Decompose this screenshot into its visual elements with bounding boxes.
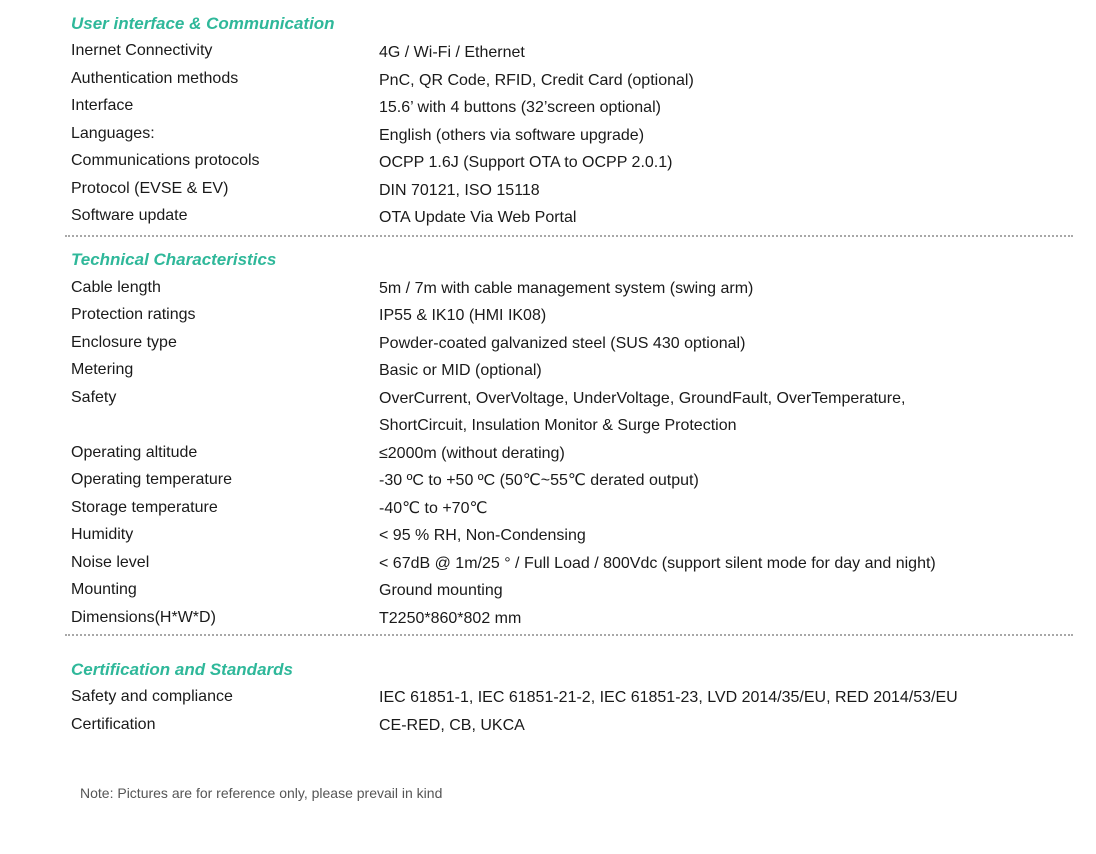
spec-label: Certification <box>71 716 156 733</box>
spec-row-communications-protocols <box>0 151 1096 177</box>
spec-value: PnC, QR Code, RFID, Credit Card (optional) <box>379 72 694 89</box>
spec-value: IEC 61851-1, IEC 61851-21-2, IEC 61851-23, LVD 2014/35/EU, RED 2014/53/EU <box>379 689 958 706</box>
spec-label: Protection ratings <box>71 306 196 323</box>
footnote: Note: Pictures are for reference only, please prevail in kind <box>80 785 443 801</box>
spec-label: Humidity <box>71 526 134 543</box>
spec-row-protocol-evse <box>0 179 1096 205</box>
spec-row-safety <box>0 388 1096 442</box>
spec-value: T2250*860*802 mm <box>379 610 522 627</box>
spec-row-operating-altitude <box>0 443 1096 469</box>
spec-label: Dimensions(H*W*D) <box>71 609 216 626</box>
section-title-technical: Technical Characteristics <box>71 250 277 269</box>
spec-row-authentication <box>0 69 1096 95</box>
spec-label: Metering <box>71 361 134 378</box>
spec-value: 4G / Wi-Fi / Ethernet <box>379 44 525 61</box>
spec-label: Storage temperature <box>71 499 218 516</box>
spec-row-interface <box>0 96 1096 122</box>
spec-label: Enclosure type <box>71 334 177 351</box>
section-divider <box>65 634 1073 636</box>
spec-row-internet <box>0 41 1096 67</box>
section-title-ui: User interface & Communication <box>71 14 335 33</box>
spec-value-line: OverCurrent, OverVoltage, UnderVoltage, GroundFault, OverTemperature, <box>379 390 906 407</box>
spec-label: Safety <box>71 389 117 406</box>
spec-row-storage-temperature <box>0 498 1096 524</box>
spec-value: Basic or MID (optional) <box>379 362 542 379</box>
spec-value: < 95 % RH, Non-Condensing <box>379 527 586 544</box>
spec-label: Safety and compliance <box>71 688 233 705</box>
spec-row-certification <box>0 715 1096 741</box>
spec-label: Operating temperature <box>71 471 232 488</box>
spec-row-humidity <box>0 525 1096 551</box>
spec-value: DIN 70121, ISO 15118 <box>379 182 540 199</box>
spec-value: English (others via software upgrade) <box>379 127 645 144</box>
spec-label: Languages: <box>71 125 155 142</box>
spec-value: CE-RED, CB, UKCA <box>379 717 525 734</box>
spec-value: Ground mounting <box>379 582 503 599</box>
spec-label: Protocol (EVSE & EV) <box>71 180 229 197</box>
spec-value: -30 ºC to +50 ºC (50℃~55℃ derated output) <box>379 472 699 489</box>
spec-row-noise-level <box>0 553 1096 579</box>
spec-label: Inernet Connectivity <box>71 42 213 59</box>
spec-value: 5m / 7m with cable management system (swing arm) <box>379 280 754 297</box>
spec-row-safety-compliance <box>0 687 1096 713</box>
spec-row-software-update <box>0 206 1096 232</box>
spec-label: Interface <box>71 97 134 114</box>
spec-value: OTA Update Via Web Portal <box>379 209 577 226</box>
section-title-certification: Certification and Standards <box>71 660 293 679</box>
spec-row-metering <box>0 360 1096 386</box>
spec-value: < 67dB @ 1m/25 ° / Full Load / 800Vdc (support silent mode for day and night) <box>379 555 936 572</box>
spec-row-mounting <box>0 580 1096 606</box>
spec-value: ≤2000m (without derating) <box>379 445 565 462</box>
spec-label: Communications protocols <box>71 152 260 169</box>
spec-value: IP55 & IK10 (HMI IK08) <box>379 307 547 324</box>
spec-value: OCPP 1.6J (Support OTA to OCPP 2.0.1) <box>379 154 673 171</box>
spec-value-multiline <box>379 385 905 439</box>
spec-row-operating-temperature <box>0 470 1096 496</box>
spec-label: Operating altitude <box>71 444 198 461</box>
spec-value-line: ShortCircuit, Insulation Monitor & Surge Protection <box>379 417 737 434</box>
spec-row-dimensions <box>0 608 1096 634</box>
spec-label: Software update <box>71 207 188 224</box>
spec-row-cable-length <box>0 278 1096 304</box>
section-divider <box>65 235 1073 237</box>
spec-label: Cable length <box>71 279 161 296</box>
spec-row-languages <box>0 124 1096 150</box>
spec-label: Authentication methods <box>71 70 239 87</box>
spec-row-protection-ratings <box>0 305 1096 331</box>
spec-label: Noise level <box>71 554 150 571</box>
spec-label: Mounting <box>71 581 137 598</box>
spec-value: 15.6’ with 4 buttons (32’screen optional) <box>379 99 661 116</box>
spec-row-enclosure-type <box>0 333 1096 359</box>
spec-value: -40℃ to +70℃ <box>379 500 488 517</box>
spec-value: Powder-coated galvanized steel (SUS 430 optional) <box>379 335 746 352</box>
